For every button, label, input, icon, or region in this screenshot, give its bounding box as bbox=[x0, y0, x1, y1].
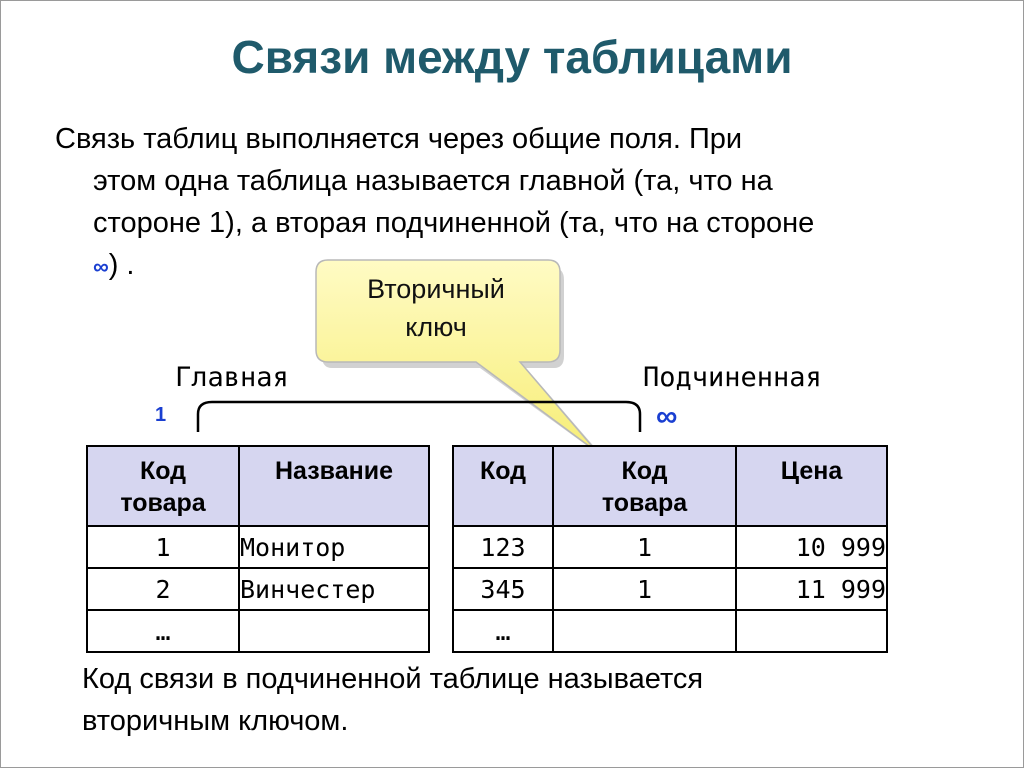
table-header-row bbox=[453, 446, 887, 526]
intro-line-2: этом одна таблица называется главной (та, что на bbox=[93, 165, 773, 197]
table-cell: 11 999 bbox=[736, 568, 887, 610]
page-title: Связи между таблицами bbox=[231, 31, 793, 83]
callout-text bbox=[320, 270, 552, 346]
table-cell bbox=[239, 610, 429, 652]
table-cell: 1 bbox=[87, 526, 239, 568]
table-row bbox=[87, 568, 429, 610]
intro-line-4-tail: ) . bbox=[108, 249, 135, 281]
table-cell: 1 bbox=[553, 568, 736, 610]
sub-table-label: Подчиненная bbox=[643, 362, 822, 393]
column-header: Название bbox=[239, 446, 429, 526]
intro-line-3: стороне 1), а вторая подчиненной (та, что на стороне bbox=[93, 207, 815, 239]
table-cell: … bbox=[453, 610, 553, 652]
table-cell: … bbox=[87, 610, 239, 652]
table-row bbox=[87, 526, 429, 568]
table-cell: Монитор bbox=[239, 526, 429, 568]
table-header-row bbox=[87, 446, 429, 526]
sub-table bbox=[452, 445, 888, 653]
column-header: Код товара bbox=[553, 446, 736, 526]
main-table-label: Главная bbox=[175, 362, 289, 393]
table-cell: 10 999 bbox=[736, 526, 887, 568]
footer-paragraph bbox=[82, 658, 703, 742]
table-row bbox=[453, 610, 887, 652]
footer-line-2: вторичным ключом. bbox=[82, 705, 349, 737]
table-cell: 345 bbox=[453, 568, 553, 610]
table-cell: Винчестер bbox=[239, 568, 429, 610]
side-one-label: 1 bbox=[155, 404, 167, 426]
column-header: Код bbox=[453, 446, 553, 526]
infinity-side-icon: ∞ bbox=[656, 400, 678, 433]
column-header: Цена bbox=[736, 446, 887, 526]
table-cell: 1 bbox=[553, 526, 736, 568]
table-cell bbox=[736, 610, 887, 652]
table-row bbox=[453, 526, 887, 568]
table-cell bbox=[553, 610, 736, 652]
footer-line-1: Код связи в подчиненной таблице называется bbox=[82, 663, 704, 695]
table-row bbox=[87, 610, 429, 652]
table-row bbox=[453, 568, 887, 610]
callout-line-2: ключ bbox=[405, 312, 467, 342]
table-cell: 123 bbox=[453, 526, 553, 568]
infinity-icon: ∞ bbox=[93, 254, 109, 279]
column-header: Код товара bbox=[87, 446, 239, 526]
callout-line-1: Вторичный bbox=[367, 274, 505, 304]
main-table bbox=[86, 445, 430, 653]
intro-line-1: Связь таблиц выполняется через общие поля. При bbox=[55, 123, 743, 155]
table-cell: 2 bbox=[87, 568, 239, 610]
